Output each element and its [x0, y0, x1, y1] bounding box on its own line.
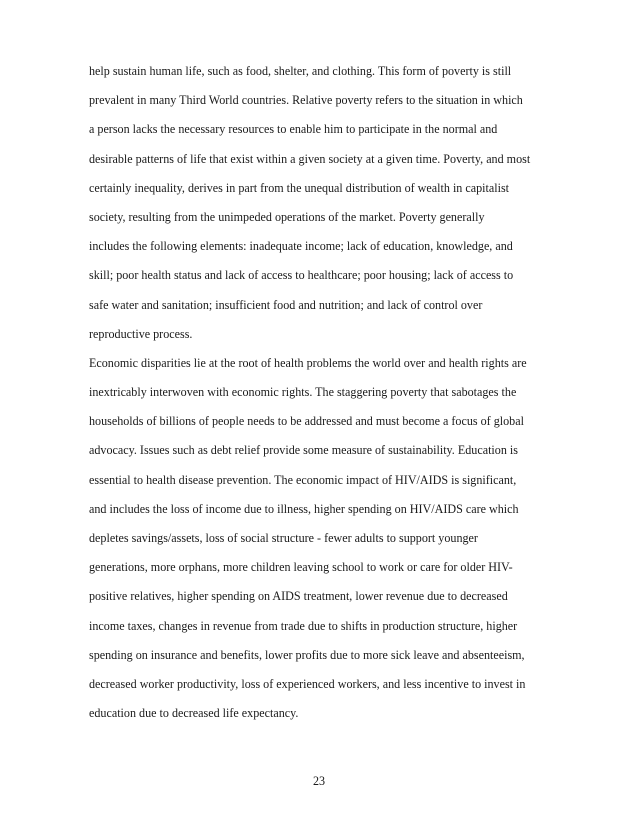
text-line: households of billions of people needs to be addressed and must become a focus of global	[89, 414, 524, 429]
page-number: 23	[312, 774, 326, 788]
text-line: and includes the loss of income due to illness, higher spending on HIV/AIDS care which	[89, 501, 519, 516]
text-line: society, resulting from the unimpeded operations of the market. Poverty generally	[89, 209, 485, 224]
text-line: skill; poor health status and lack of access to healthcare; poor housing; lack of access to	[89, 268, 514, 283]
text-line: includes the following elements: inadequate income; lack of education, knowledge, and	[89, 239, 513, 254]
text-line: help sustain human life, such as food, shelter, and clothing. This form of poverty is still	[89, 64, 512, 78]
text-line: desirable patterns of life that exist within a given society at a given time. Poverty, and most	[89, 151, 531, 166]
paragraph-poverty-definition	[89, 62, 569, 344]
paragraph-economic-disparities	[89, 354, 569, 723]
text-line: certainly inequality, derives in part from the unequal distribution of wealth in capitalist	[89, 180, 510, 195]
text-line: essential to health disease prevention. The economic impact of HIV/AIDS is significant,	[89, 472, 517, 487]
text-line: education due to decreased life expectancy.	[89, 706, 299, 721]
text-line: Economic disparities lie at the root of health problems the world over and health rights are	[89, 355, 527, 370]
text-line: inextricably interwoven with economic rights. The staggering poverty that sabotages the	[89, 385, 517, 400]
text-line: depletes savings/assets, loss of social structure - fewer adults to support younger	[89, 531, 478, 545]
text-line: safe water and sanitation; insufficient food and nutrition; and lack of control over	[89, 297, 483, 312]
text-line: positive relatives, higher spending on AIDS treatment, lower revenue due to decreased	[89, 589, 508, 604]
text-line: reproductive process.	[89, 326, 193, 341]
body-text	[89, 62, 569, 733]
text-line: a person lacks the necessary resources to enable him to participate in the normal and	[89, 122, 498, 137]
text-line: income taxes, changes in revenue from trade due to shifts in production structure, higher	[89, 618, 518, 633]
text-line: generations, more orphans, more children leaving school to work or care for older HIV-	[89, 560, 513, 575]
text-line: prevalent in many Third World countries. Relative poverty refers to the situation in which	[89, 93, 523, 108]
text-line: spending on insurance and benefits, lower profits due to more sick leave and absenteeism,	[89, 647, 525, 662]
text-line: decreased worker productivity, loss of experienced workers, and less incentive to invest in	[89, 676, 526, 691]
text-line: advocacy. Issues such as debt relief provide some measure of sustainability. Education is	[89, 443, 518, 458]
